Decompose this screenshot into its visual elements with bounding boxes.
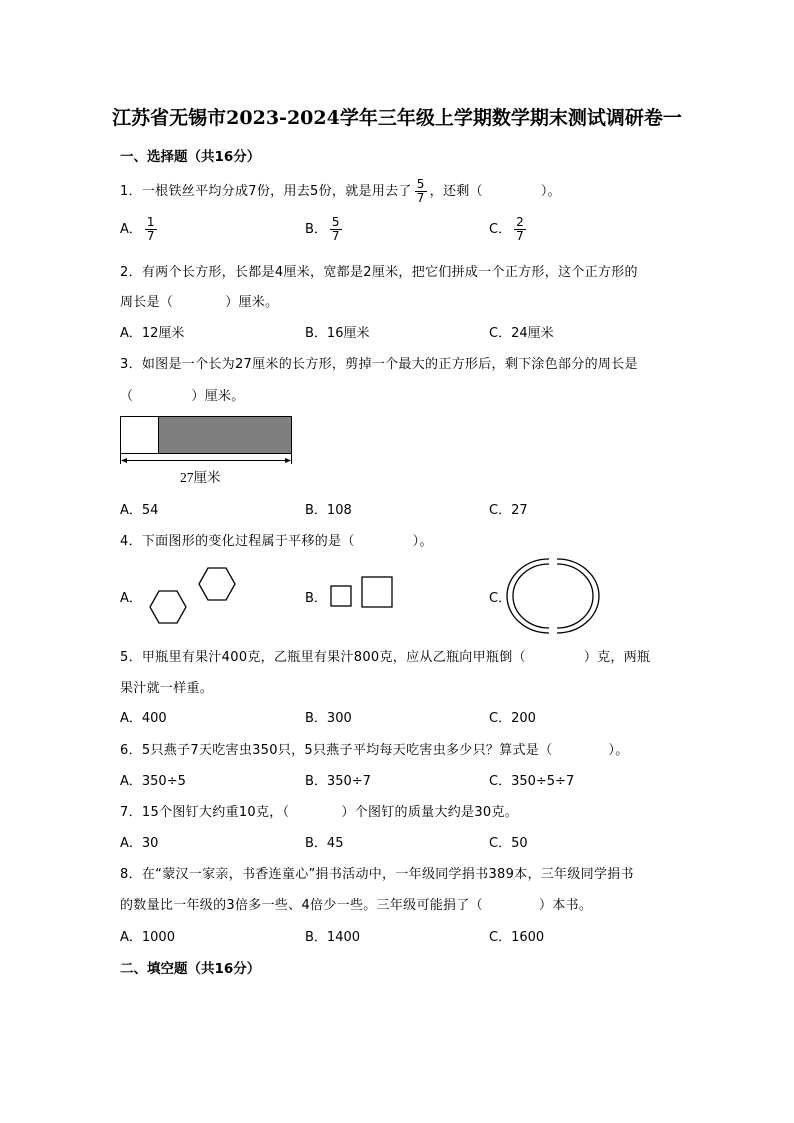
left-arc-inner [513, 564, 549, 628]
question-2-option-c: C．24厘米 [489, 326, 554, 341]
question-7-text-a: 7．15个图钉大约重10克，（ [120, 805, 290, 820]
question-5-option-c: C．200 [489, 711, 536, 726]
question-3-option-c: C．27 [489, 503, 528, 518]
question-2-text-b: ）厘米。 [225, 295, 279, 310]
section-heading-choice: 一、选择题（共16分） [120, 149, 261, 165]
question-6-text-a: 6．5只燕子7天吃害虫350只，5只燕子平均每天吃害虫多少只？算式是（ [120, 743, 553, 758]
question-6-line-1 [120, 739, 629, 758]
question-6-option-a: A．350÷5 [120, 774, 186, 789]
question-3-line-1: 3．如图是一个长为27厘米的长方形，剪掉一个最大的正方形后，剩下涂色部分的周长是 [120, 357, 638, 372]
question-3-option-a: A．54 [120, 503, 159, 518]
question-8-line-1: 8．在“蒙汉一家亲，书香连童心”捐书活动中，一年级同学捐书389本，三年级同学捐书 [120, 867, 634, 882]
question-6-option-c: C．350÷5÷7 [489, 774, 575, 789]
question-5-line-2: 果汁就一样重。 [120, 681, 214, 696]
hexagon-shape [199, 568, 235, 600]
large-square-shape [362, 577, 392, 607]
question-5-line-1 [120, 646, 650, 665]
question-5-text-a: 5．甲瓶里有果汁400克，乙瓶里有果汁800克，应从乙瓶向甲瓶倒（ [120, 650, 526, 665]
question-5-option-b: B．300 [305, 711, 352, 726]
question-2-option-a: A．12厘米 [120, 326, 185, 341]
question-7-option-a: A．30 [120, 836, 159, 851]
question-8-text-a: 的数量比一年级的3倍多一些、4倍少一些。三年级可能捐了（ [120, 898, 483, 913]
option-label: B． [305, 222, 327, 237]
question-7-option-c: C．50 [489, 836, 528, 851]
dimension-label: 27厘米 [180, 470, 221, 485]
section-heading-fill-in: 二、填空题（共16分） [120, 961, 261, 977]
question-7-option-b: B．45 [305, 836, 344, 851]
fraction-numerator: 5 [331, 215, 340, 229]
question-3-option-b: B．108 [305, 503, 352, 518]
fraction-denominator: 7 [331, 229, 340, 243]
question-8-option-b: B．1400 [305, 930, 361, 945]
question-2-text-a: 周长是（ [120, 295, 174, 310]
question-3-text-a: （ [120, 389, 134, 404]
question-2-option-b: B．16厘米 [305, 326, 370, 341]
question-8-option-c: C．1600 [489, 930, 545, 945]
hexagon-shape [150, 591, 186, 623]
fraction-denominator: 7 [146, 229, 155, 243]
fraction-numerator: 2 [516, 215, 524, 229]
fraction-numerator: 1 [146, 215, 155, 229]
small-square-shape [331, 586, 351, 606]
question-7-text-b: ）个图钉的质量大约是30克。 [341, 805, 519, 820]
fraction-numerator: 5 [416, 177, 425, 191]
question-5-text-b: ）克，两瓶 [583, 650, 651, 665]
fraction-denominator: 7 [416, 191, 425, 205]
question-1-text-c: ）。 [540, 184, 561, 199]
question-6-text-b: ）。 [608, 743, 629, 758]
question-2-line-1: 2．有两个长方形，长都是4厘米，宽都是2厘米，把它们拼成一个正方形，这个正方形的 [120, 265, 638, 280]
question-5-option-a: A．400 [120, 711, 167, 726]
question-6-option-b: B．350÷7 [305, 774, 371, 789]
option-label: C． [489, 222, 512, 237]
question-7-line-1 [120, 801, 518, 820]
right-arc-inner [557, 564, 593, 628]
question-8-text-b: ）本书。 [538, 898, 593, 913]
page-title: 江苏省无锡市2023-2024学年三年级上学期数学期末测试调研卷一 [112, 107, 682, 129]
question-4-option-a: A． [120, 591, 142, 606]
question-4-option-c: C． [489, 591, 512, 606]
question-3-text-b: ）厘米。 [191, 389, 245, 404]
question-1-text-b: ，还剩（ [429, 184, 483, 199]
question-4-text-a: 4．下面图形的变化过程属于平移的是（ [120, 534, 355, 549]
option-label: A． [120, 222, 142, 237]
question-8-line-2 [120, 894, 592, 913]
fraction-denominator: 7 [516, 229, 524, 243]
question-4-text-b: ）。 [412, 534, 433, 549]
question-4-option-b: B． [305, 591, 327, 606]
question-1-text-a: 1．一根铁丝平均分成7份，用去5份，就是用去了 [120, 184, 412, 199]
question-8-option-a: A．1000 [120, 930, 175, 945]
